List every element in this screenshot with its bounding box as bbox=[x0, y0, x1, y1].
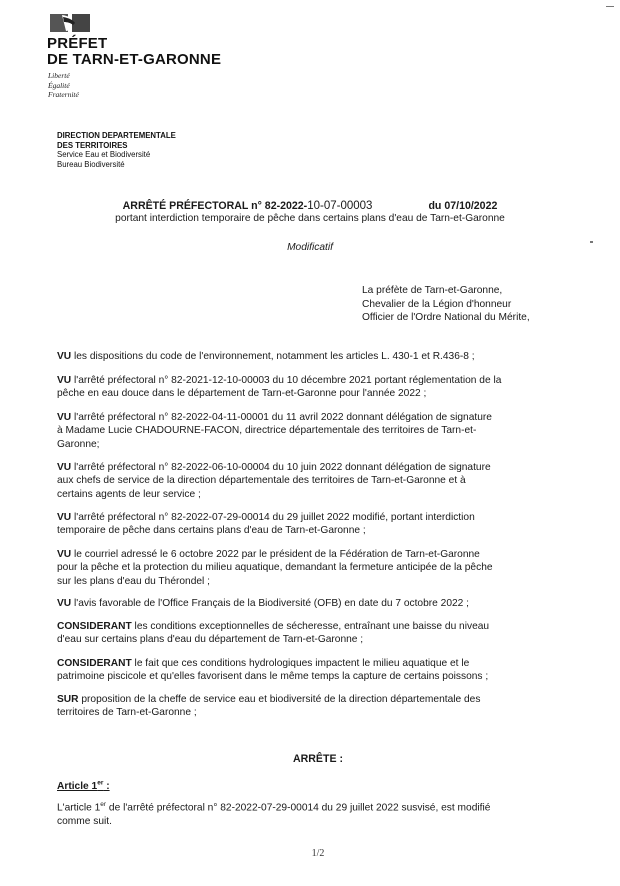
title-date: du 07/10/2022 bbox=[428, 200, 498, 212]
devise-egalite: Égalité bbox=[48, 80, 70, 90]
prefete-line3: Officier de l'Ordre National du Mérite, bbox=[362, 312, 530, 323]
considerant-paragraph: VU l'arrêté préfectoral n° 82-2022-06-10-00004 du 10 juin 2022 donnant délégation de signature aux chefs de service de la direction départementale des territoires de Tarn-et-Garonne et à certains agents de leur service ; bbox=[57, 462, 491, 500]
considerant-paragraph: VU le courriel adressé le 6 octobre 2022 par le président de la Fédération de Tarn-et-Garonne pour la pêche et la protection du milieu aquatique, demandant la fermeture anticipée de la pêche sur les plans d'eau du Thérondel ; bbox=[57, 549, 493, 587]
considerant-paragraph: VU les dispositions du code de l'environnement, notamment les articles L. 430-1 et R.436-8 ; bbox=[57, 351, 475, 362]
devise bbox=[48, 71, 79, 100]
direction-service: Service Eau et Biodiversité bbox=[57, 150, 151, 160]
article-1-heading: Article 1er : bbox=[57, 780, 110, 793]
modificatif-label: Modificatif bbox=[287, 242, 333, 253]
considerant-paragraph: SUR proposition de la cheffe de service eau et biodiversité de la direction départementale des territoires de Tarn-et-Garonne ; bbox=[57, 694, 481, 719]
prefete-block bbox=[362, 284, 530, 325]
marianne-logo-icon bbox=[48, 12, 92, 34]
scan-speck bbox=[590, 241, 593, 243]
considerant-paragraph: CONSIDERANT le fait que ces conditions hydrologiques impactent le milieu aquatique et le patrimoine piscicole et qu'elles favorisent dans le même temps la capture de certains poissons ; bbox=[57, 658, 489, 683]
prefet-line1: PRÉFET bbox=[47, 35, 108, 52]
direction-block bbox=[57, 131, 176, 169]
direction-line2: DES TERRITOIRES bbox=[57, 140, 128, 150]
devise-liberte: Liberté bbox=[48, 71, 70, 80]
page-number: 1/2 bbox=[311, 848, 325, 859]
considerant-paragraph: VU l'arrêté préfectoral n° 82-2022-07-29-00014 du 29 juillet 2022 modifié, portant interdiction temporaire de pêche dans certains plans d'eau de Tarn-et-Garonne ; bbox=[57, 512, 475, 537]
considerant-paragraph: VU l'avis favorable de l'Office Français de la Biodiversité (OFB) en date du 7 octobre 2022 ; bbox=[57, 598, 469, 609]
document-title bbox=[0, 200, 620, 212]
scan-speck bbox=[606, 6, 614, 7]
prefet-line2: DE TARN-ET-GARONNE bbox=[47, 51, 222, 68]
prefete-line1: La préfète de Tarn-et-Garonne, bbox=[362, 285, 503, 296]
devise-fraternite: Fraternité bbox=[48, 90, 79, 99]
title-prefix: ARRÊTÉ PRÉFECTORAL n° 82-2022- bbox=[122, 200, 308, 212]
direction-bureau: Bureau Biodiversité bbox=[57, 159, 125, 169]
arrete-heading: ARRÊTE : bbox=[292, 753, 344, 765]
article-1-body: L'article 1er de l'arrêté préfectoral n° 82-2022-07-29-00014 du 29 juillet 2022 susvisé, est modifié comme suit. bbox=[57, 801, 491, 827]
document-subtitle: portant interdiction temporaire de pêche dans certains plans d'eau de Tarn-et-Garonne bbox=[115, 213, 505, 224]
direction-line1: DIRECTION DEPARTEMENTALE bbox=[57, 131, 176, 140]
title-number: 10-07-00003 bbox=[307, 200, 373, 212]
prefete-line2: Chevalier de la Légion d'honneur bbox=[362, 298, 512, 310]
considerant-paragraph: VU l'arrêté préfectoral n° 82-2021-12-10-00003 du 10 décembre 2021 portant réglementation de la pêche en eau douce dans le département de Tarn-et-Garonne pour l'année 2022 ; bbox=[57, 375, 502, 400]
considerant-paragraph: CONSIDERANT les conditions exceptionnelles de sécheresse, entraînant une baisse du niveau d'eau sur certains plans d'eau du département de Tarn-et-Garonne ; bbox=[57, 621, 490, 646]
prefet-heading bbox=[47, 36, 221, 68]
considerant-paragraph: VU l'arrêté préfectoral n° 82-2022-04-11-00001 du 11 avril 2022 donnant délégation de signature à Madame Lucie CHADOURNE-FACON, directrice départementale des territoires de Tarn-et- Garonne; bbox=[57, 412, 492, 450]
